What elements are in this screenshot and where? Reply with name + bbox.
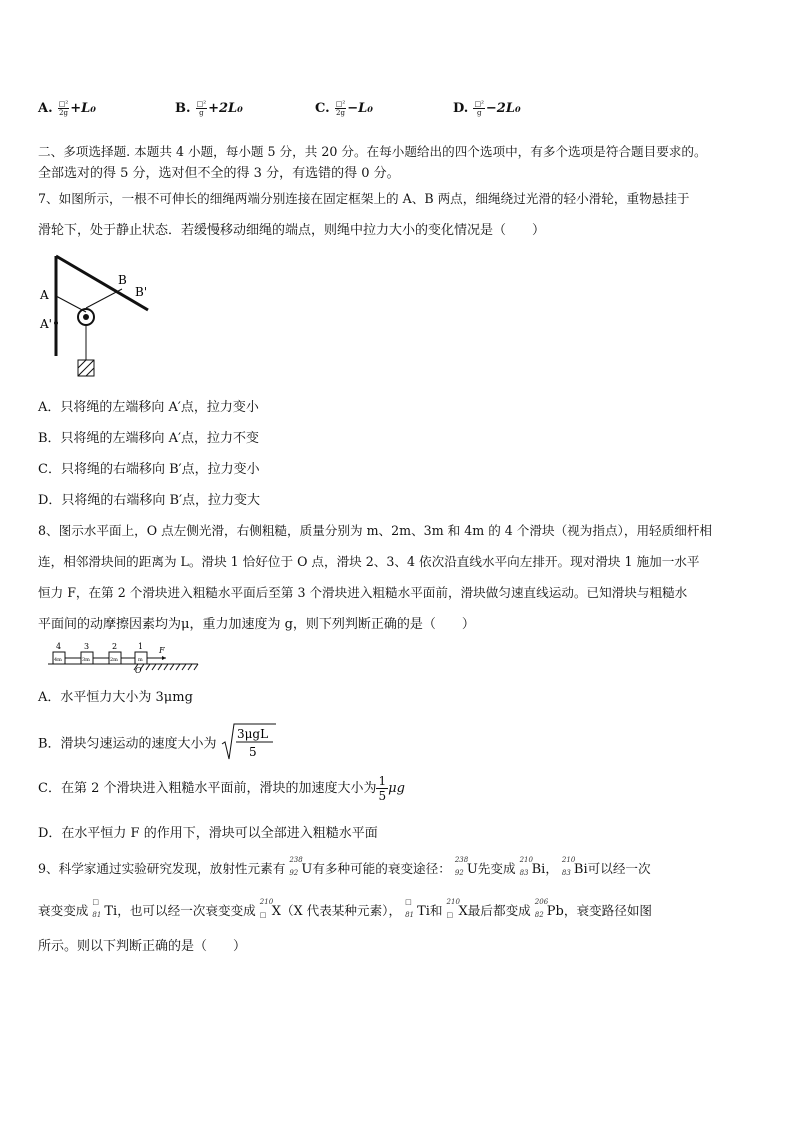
nuclide-pb206: 206 82 Pb bbox=[534, 898, 564, 919]
section2-line2: 全部选对的得 5 分，选对但不全的得 3 分，有选错的得 0 分。 bbox=[38, 166, 400, 181]
q8-line1: 8、图示水平面上，O 点左侧光滑，右侧粗糙，质量分别为 m、2m、3m 和 4m 的 4 个滑块（视为指点），用轻质细杆相 bbox=[38, 523, 713, 538]
label-m3: 3m bbox=[82, 657, 90, 663]
pulley-axle bbox=[83, 314, 89, 320]
nuclide-ti: □ 81 Ti bbox=[405, 898, 430, 919]
fraction: $\frac{\text{□²}}{g}$ bbox=[474, 100, 484, 117]
q6-option-d: D. $\frac{\text{□²}}{g}$ −2L₀ bbox=[453, 100, 521, 117]
sqrt-numerator: 3μgL bbox=[236, 727, 268, 741]
q8-line4: 平面间的动摩擦因素均为μ，重力加速度为 g，则下列判断正确的是（ ） bbox=[38, 617, 475, 632]
sqrt-denominator: 5 bbox=[248, 745, 257, 759]
rope-right bbox=[86, 289, 122, 308]
q7-option-c: C．只将绳的右端移向 B′点，拉力变小 bbox=[38, 462, 260, 477]
q8-option-a: A．水平恒力大小为 3μmg bbox=[38, 690, 193, 705]
label-o: O bbox=[135, 666, 142, 674]
q8-line3: 恒力 F，在第 2 个滑块进入粗糙水平面后至第 3 个滑块进入粗糙水平面前，滑块做匀速直线运动。已知滑块与粗糙水 bbox=[38, 585, 688, 600]
q8-option-c: C．在第 2 个滑块进入粗糙水平面前，滑块的加速度大小为 $\frac{1}{5}$ μg bbox=[38, 774, 405, 803]
fraction: $\frac{\text{□²}}{2g}$ bbox=[335, 100, 346, 117]
section2-line1: 二、多项选择题. 本题共 4 小题，每小题 5 分，共 20 分。在每小题给出的四个选项中，有多个选项是符合题目要求的。 bbox=[38, 144, 707, 159]
label-b: B bbox=[118, 273, 127, 287]
label-n4: 4 bbox=[56, 642, 62, 651]
label-n1: 1 bbox=[138, 642, 144, 651]
label-m4: 4m bbox=[54, 657, 62, 663]
q9-line2: 衰变变成 □ 81 Ti，也可以经一次衰变变成 210 □ X（X 代表某种元素）， □ 81 Ti和 210 □ X最后都变成 206 82 Pb，衰变路径如图 bbox=[38, 898, 653, 919]
label-m2: 2m bbox=[110, 657, 118, 663]
nuclide-bi210: 210 83 Bi bbox=[519, 856, 546, 877]
fraction: $\frac{1}{5}$ bbox=[378, 774, 387, 803]
q7-option-a: A．只将绳的左端移向 A′点，拉力变小 bbox=[38, 400, 259, 415]
q9-line1: 9、科学家通过实验研究发现，放射性元素有 238 92 U有多种可能的衰变途径： 238 92 U先变成 210 83 Bi， 210 83 Bi可以经一次 bbox=[38, 856, 651, 877]
q8-figure bbox=[38, 640, 203, 674]
q6-option-c: C. $\frac{\text{□²}}{2g}$ −L₀ bbox=[315, 100, 373, 117]
q9-line3: 所示。则以下判断正确的是（ ） bbox=[38, 939, 247, 954]
point-a-prime bbox=[54, 321, 58, 325]
q7-option-d: D．只将绳的右端移向 B′点，拉力变大 bbox=[38, 493, 261, 508]
q7-line2: 滑轮下，处于静止状态．若缓慢移动细绳的端点，则绳中拉力大小的变化情况是（ ） bbox=[38, 223, 546, 238]
rough-hatch bbox=[134, 664, 198, 670]
q8-option-d: D．在水平恒力 F 的作用下，滑块可以全部进入粗糙水平面 bbox=[38, 826, 378, 841]
q7-figure bbox=[38, 252, 168, 380]
label-n3: 3 bbox=[84, 642, 90, 651]
nuclide-x: 210 □ X bbox=[446, 898, 468, 919]
fraction: $\frac{\text{□²}}{g}$ bbox=[196, 100, 207, 117]
q8-option-b: B．滑块匀速运动的速度大小为 3μgL 5 bbox=[38, 722, 277, 766]
q7-line1: 7、如图所示，一根不可伸长的细绳两端分别连接在固定框架上的 A、B 两点，细绳绕过光滑的轻小滑轮，重物悬挂于 bbox=[38, 191, 690, 206]
q8-line2: 连，相邻滑块间的距离为 L。滑块 1 恰好位于 O 点，滑块 2、3、4 依次沿直线水平向左排开。现对滑块 1 施加一水平 bbox=[38, 554, 700, 569]
sqrt-sign bbox=[221, 722, 277, 762]
sqrt-expression bbox=[221, 722, 277, 766]
label-f: F bbox=[159, 646, 165, 655]
q7-option-b: B．只将绳的左端移向 A′点，拉力不变 bbox=[38, 431, 260, 446]
q6-option-b: B. $\frac{\text{□²}}{g}$ +2L₀ bbox=[175, 100, 243, 117]
nuclide-ti: □ 81 Ti bbox=[92, 898, 118, 919]
label-a-prime: A' bbox=[40, 317, 52, 331]
label-n2: 2 bbox=[112, 642, 118, 651]
label-a: A bbox=[40, 288, 49, 302]
q6-option-a: A. $\frac{\text{□²}}{2g}$ +L₀ bbox=[38, 100, 96, 117]
nuclide-u238: 238 92 U bbox=[454, 856, 478, 877]
frame-slant bbox=[56, 256, 148, 310]
nuclide-x: 210 □ X bbox=[259, 898, 282, 919]
nuclide-u238: 238 92 U bbox=[289, 856, 313, 877]
force-arrowhead bbox=[162, 656, 166, 660]
nuclide-bi210: 210 83 Bi bbox=[561, 856, 588, 877]
fraction: $\frac{\text{□²}}{2g}$ bbox=[58, 100, 69, 117]
label-m1: m bbox=[138, 657, 143, 663]
label-b-prime: B' bbox=[135, 285, 148, 299]
